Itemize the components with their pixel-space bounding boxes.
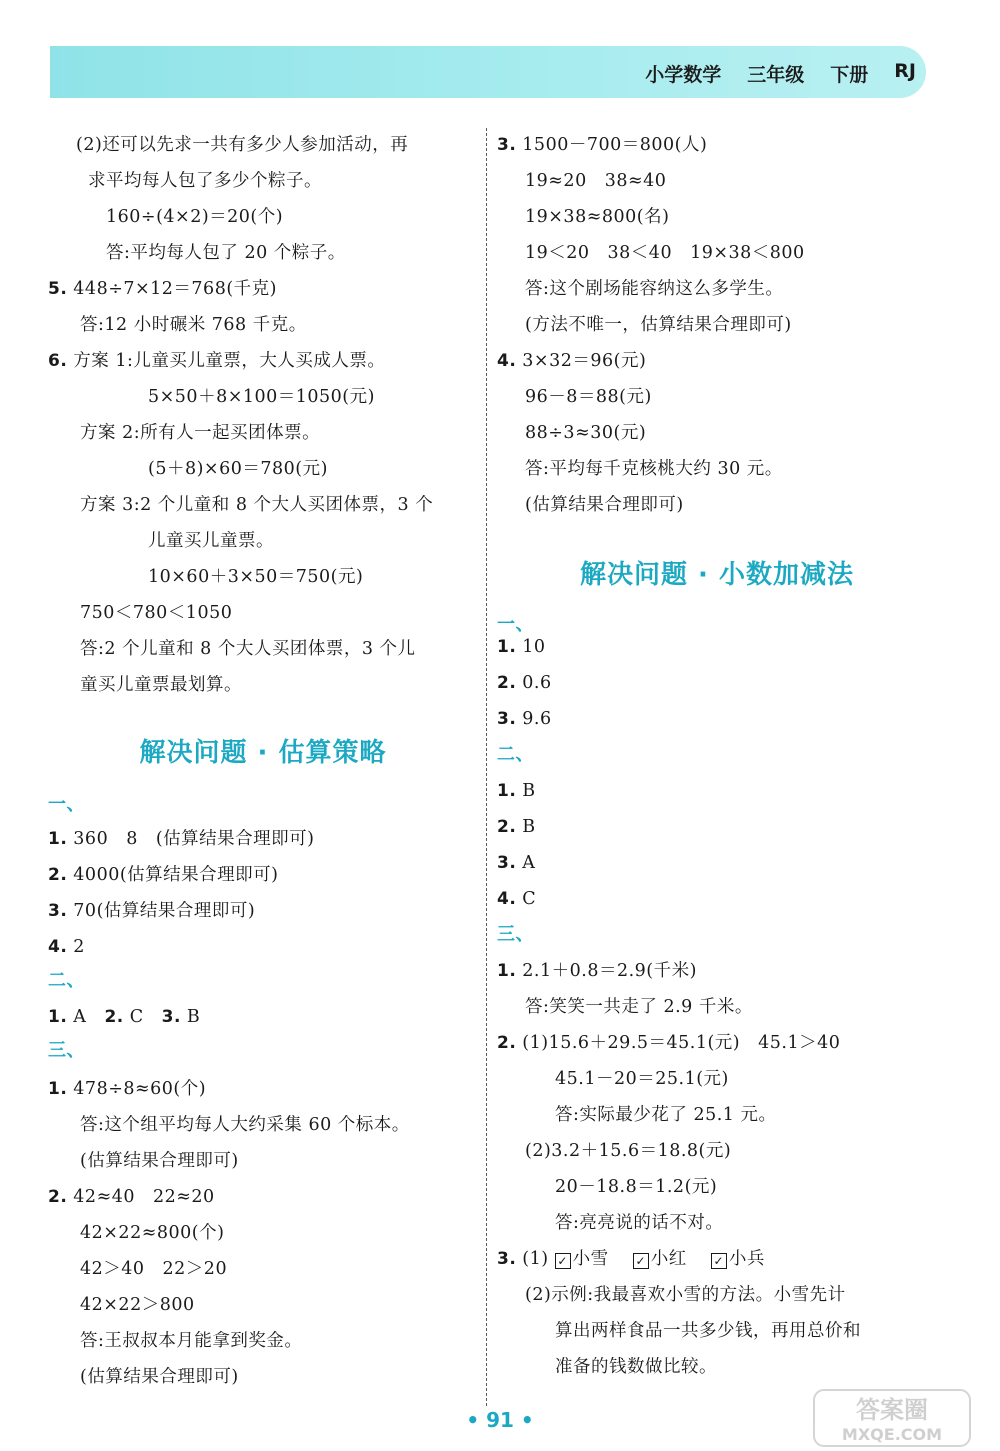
grade-label: 三年级 xyxy=(747,64,805,86)
answer-line: 3. 1500－700＝800(人) xyxy=(497,135,708,155)
answer-line: 4. 2 xyxy=(48,937,85,957)
column-divider xyxy=(486,128,487,1406)
answer-line: 4. C xyxy=(497,889,537,909)
answer-line: 3. A xyxy=(497,853,536,873)
answer-line: 42×22＞800 xyxy=(80,1295,195,1315)
part-label: 三、 xyxy=(497,924,534,945)
answer-line: 1. 360 8 (估算结果合理即可) xyxy=(48,829,315,849)
answer-line: 答:笑笑一共走了 2.9 千米。 xyxy=(525,997,753,1017)
answer-line: 5. 448÷7×12＝768(千克) xyxy=(48,279,277,299)
answer-line: 1. B xyxy=(497,781,536,801)
answer-line: (2)示例:我最喜欢小雪的方法。小雪先计 xyxy=(525,1285,846,1305)
answer-line: 求平均每人包了多少个粽子。 xyxy=(88,171,322,191)
answer-line: 2. B xyxy=(497,817,536,837)
answer-line: 方案 3:2 个儿童和 8 个大人买团体票，3 个 xyxy=(80,495,434,515)
answer-line: 45.1－20＝25.1(元) xyxy=(555,1069,729,1089)
answer-line: 88÷3≈30(元) xyxy=(525,423,647,443)
answer-line: 160÷(4×2)＝20(个) xyxy=(106,207,284,227)
checkbox-icon: ✓ xyxy=(633,1253,649,1269)
answer-line: 3. (1) ✓ 小雪 ✓ 小红 ✓ 小兵 xyxy=(497,1249,765,1269)
part-label: 一、 xyxy=(48,794,85,815)
answer-line: 算出两样食品一共多少钱，再用总价和 xyxy=(555,1321,861,1341)
answer-line: 3. 9.6 xyxy=(497,709,552,729)
answer-line: 2. 4000(估算结果合理即可) xyxy=(48,865,279,885)
answer-line: 答:这个剧场能容纳这么多学生。 xyxy=(525,279,784,299)
answer-line: 答:亮亮说的话不对。 xyxy=(555,1213,724,1233)
answer-line: 19×38≈800(名) xyxy=(525,207,670,227)
section-heading-decimals: 解决问题 · 小数加减法 xyxy=(580,560,854,590)
section-heading-estimation: 解决问题 · 估算策略 xyxy=(139,738,387,768)
part-label: 三、 xyxy=(48,1040,85,1061)
page-number: • 91 • xyxy=(466,1408,534,1432)
answer-line: 750＜780＜1050 xyxy=(80,603,233,623)
answer-line: (2)3.2＋15.6＝18.8(元) xyxy=(525,1141,732,1161)
header-banner xyxy=(50,46,926,98)
answer-line: 答:实际最少花了 25.1 元。 xyxy=(555,1105,777,1125)
answer-line: 童买儿童票最划算。 xyxy=(80,675,242,695)
answer-line: 42×22≈800(个) xyxy=(80,1223,225,1243)
answer-line: 5×50＋8×100＝1050(元) xyxy=(148,387,375,407)
answer-line: 1. A 2. C 3. B xyxy=(48,1007,201,1027)
answer-line: 答:王叔叔本月能拿到奖金。 xyxy=(80,1331,303,1351)
answer-line: 儿童买儿童票。 xyxy=(148,531,274,551)
part-label: 二、 xyxy=(48,970,85,991)
answer-line: 3. 70(估算结果合理即可) xyxy=(48,901,256,921)
question-number: 5. xyxy=(48,279,68,299)
answer-line: 2. (1)15.6＋29.5＝45.1(元) 45.1＞40 xyxy=(497,1033,841,1053)
svg-text:MXQE.COM: MXQE.COM xyxy=(841,1425,943,1444)
part-label: 一、 xyxy=(497,614,534,635)
answer-line: 准备的钱数做比较。 xyxy=(555,1357,717,1377)
answer-line: 10×60＋3×50＝750(元) xyxy=(148,567,364,587)
answer-line: 方案 2:所有人一起买团体票。 xyxy=(80,423,321,443)
subject-label: 小学数学 xyxy=(645,64,722,86)
answer-line: 96－8＝88(元) xyxy=(525,387,652,407)
answer-line: 答:12 小时碾米 768 千克。 xyxy=(80,315,307,335)
answer-line: 6. 方案 1:儿童买儿童票，大人买成人票。 xyxy=(48,351,386,371)
answer-line: 20－18.8＝1.2(元) xyxy=(555,1177,718,1197)
part-label: 二、 xyxy=(497,744,534,765)
answer-line: 1. 2.1＋0.8＝2.9(千米) xyxy=(497,961,697,981)
answer-line: 答:平均每千克核桃大约 30 元。 xyxy=(525,459,783,479)
answer-line: (方法不唯一，估算结果合理即可) xyxy=(525,315,792,335)
checkbox-icon: ✓ xyxy=(555,1253,571,1269)
answer-line: 42＞40 22＞20 xyxy=(80,1259,228,1279)
answer-line: 1. 478÷8≈60(个) xyxy=(48,1079,207,1099)
answer-line: 4. 3×32＝96(元) xyxy=(497,351,647,371)
svg-text:答案圈: 答案圈 xyxy=(856,1396,928,1424)
answer-line: (估算结果合理即可) xyxy=(80,1151,239,1171)
answer-line: (估算结果合理即可) xyxy=(525,495,684,515)
answer-line: 19＜20 38＜40 19×38＜800 xyxy=(525,243,805,263)
book-title xyxy=(645,60,916,87)
answer-line: 答:平均每人包了 20 个粽子。 xyxy=(106,243,346,263)
answer-line: (2)还可以先求一共有多少人参加活动，再 xyxy=(76,135,409,155)
answer-line: 答:2 个儿童和 8 个大人买团体票，3 个儿 xyxy=(80,639,416,659)
answer-line: 2. 42≈40 22≈20 xyxy=(48,1187,215,1207)
volume-label: 下册 xyxy=(830,64,869,86)
checkbox-icon: ✓ xyxy=(711,1253,727,1269)
answer-line: 答:这个组平均每人大约采集 60 个标本。 xyxy=(80,1115,410,1135)
answer-line: 1. 10 xyxy=(497,637,546,657)
answer-line: 2. 0.6 xyxy=(497,673,552,693)
watermark-logo xyxy=(812,1388,972,1448)
edition-label: RJ xyxy=(894,60,916,82)
answer-line: 19≈20 38≈40 xyxy=(525,171,667,191)
question-number: 6. xyxy=(48,351,68,371)
answer-line: (估算结果合理即可) xyxy=(80,1367,239,1387)
answer-line: (5＋8)×60＝780(元) xyxy=(148,459,328,479)
